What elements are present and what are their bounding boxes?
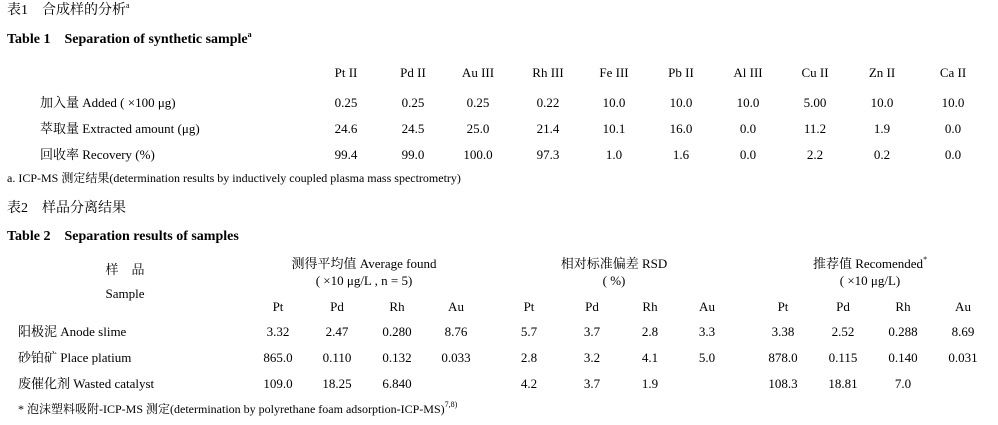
table2-cell: 3.32 [266, 324, 290, 339]
table2-cell: 2.52 [831, 324, 855, 339]
table2-caption-cn: 表2 样品分离结果 [7, 201, 126, 216]
table1-cell: 97.3 [536, 147, 560, 162]
table2-cell: 8.76 [444, 324, 468, 339]
table1-column-header: Pd II [400, 65, 426, 80]
table1-cell: 2.2 [806, 147, 824, 162]
table2-cell: 0.280 [382, 324, 412, 339]
table1-cell: 1.9 [873, 121, 891, 136]
table1-cell: 11.2 [803, 121, 827, 136]
table2-subcolumn-header: Rh [389, 299, 405, 314]
table2-cell: 5.0 [698, 350, 716, 365]
table2-cell: 2.8 [641, 324, 659, 339]
table2-row-label: 砂铂矿 Place platium [18, 350, 132, 365]
table1-cell: 0.0 [739, 147, 757, 162]
table1-cell: 24.6 [334, 121, 358, 136]
table2-cell: 3.38 [771, 324, 795, 339]
table2-group-average-title: 测得平均值 Average found [291, 256, 437, 271]
table2-cell: 0.033 [441, 350, 471, 365]
table1-column-header: Zn II [868, 65, 896, 80]
table2-cell: 0.031 [948, 350, 978, 365]
table2-group-average-unit: ( ×10 μg/L , n = 5) [315, 273, 413, 288]
table2-subcolumn-header: Pd [836, 299, 850, 314]
table2-subcolumn-header: Rh [642, 299, 658, 314]
table2-subcolumn-header: Pd [330, 299, 344, 314]
table2-cell: 108.3 [768, 376, 798, 391]
table2-group-recommended-title [813, 256, 927, 272]
table1-cell: 10.1 [602, 121, 626, 136]
table2-cell: 2.8 [520, 350, 538, 365]
table1-cell: 10.0 [941, 95, 965, 110]
table2-cell: 2.47 [325, 324, 349, 339]
table1-cell: 100.0 [463, 147, 493, 162]
table1-caption-cn-sup: a [126, 1, 130, 10]
table2-subcolumn-header: Au [699, 299, 715, 314]
table2-group-rsd-title: 相对标准偏差 RSD [560, 256, 668, 271]
table2-cell: 878.0 [768, 350, 798, 365]
table2-cell: 3.7 [583, 324, 601, 339]
table2-group-recommended-text: 推荐值 Recomended [812, 256, 924, 271]
table1-column-header: Rh III [532, 65, 564, 80]
table2-cell: 865.0 [263, 350, 293, 365]
table1-caption-en-text: Table 1 Separation of synthetic sample [7, 32, 248, 47]
table2-subcolumn-header: Pt [777, 299, 789, 314]
table2-row-label: 废催化剂 Wasted catalyst [18, 376, 155, 391]
table2-footnote-sup: 7,8) [444, 400, 458, 409]
table1-cell: 0.25 [401, 95, 425, 110]
table1-cell: 25.0 [466, 121, 490, 136]
table1-cell: 24.5 [401, 121, 425, 136]
table1-caption-en [7, 30, 252, 47]
table2-subcolumn-header: Pt [523, 299, 535, 314]
table2-cell: 0.132 [382, 350, 412, 365]
table2-row-label: 阳极泥 Anode slime [18, 324, 127, 339]
table2-subcolumn-header: Au [955, 299, 971, 314]
table1-cell: 5.00 [803, 95, 827, 110]
table1-cell: 10.0 [736, 95, 760, 110]
table1-column-header: Cu II [801, 65, 829, 80]
table2-subcolumn-header: Rh [895, 299, 911, 314]
table1-cell: 1.6 [672, 147, 690, 162]
table2-group-rsd-unit: ( %) [602, 273, 626, 288]
table1-cell: 0.0 [739, 121, 757, 136]
table1-cell: 0.25 [466, 95, 490, 110]
table2-cell: 3.2 [583, 350, 601, 365]
table2-caption-en: Table 2 Separation results of samples [7, 229, 239, 244]
table1-caption-en-sup: a [247, 30, 252, 39]
table1-cell: 0.22 [536, 95, 560, 110]
table1-cell: 99.0 [401, 147, 425, 162]
table2-footnote-text: * 泡沫塑料吸附-ICP-MS 测定(determination by polyrethane foam adsorption-ICP-MS) [18, 402, 445, 416]
table1-column-header: Au III [461, 65, 495, 80]
table2-cell: 3.7 [583, 376, 601, 391]
table2-cell: 1.9 [641, 376, 659, 391]
table2-cell: 0.110 [322, 350, 352, 365]
table2-cell: 18.25 [322, 376, 352, 391]
table2-cell: 0.115 [828, 350, 858, 365]
table1-cell: 16.0 [669, 121, 693, 136]
table2-footnote [18, 400, 458, 416]
table1-column-header: Pb II [668, 65, 694, 80]
table1-cell: 0.0 [944, 121, 962, 136]
table1-footnote: a. ICP-MS 测定结果(determination results by inductively coupled plasma mass spectrometry) [7, 171, 461, 185]
table2-cell: 3.3 [698, 324, 716, 339]
table2-subcolumn-header: Au [448, 299, 464, 314]
table2-cell: 4.1 [641, 350, 659, 365]
table1-cell: 0.25 [334, 95, 358, 110]
table2-group-recommended-sup: * [923, 255, 928, 264]
table1-caption-cn [7, 1, 130, 18]
table1-row-label: 加入量 Added ( ×100 μg) [40, 95, 176, 110]
table1-column-header: Al III [733, 65, 763, 80]
table1-cell: 0.2 [873, 147, 891, 162]
table2-cell: 6.840 [382, 376, 412, 391]
table2-cell: 0.140 [888, 350, 918, 365]
table1-column-header: Pt II [334, 65, 358, 80]
table2-subcolumn-header: Pd [585, 299, 599, 314]
table1-caption-cn-text: 表1 合成样的分析 [7, 3, 126, 18]
table1-column-header: Fe III [599, 65, 629, 80]
table1-cell: 21.4 [536, 121, 560, 136]
table2-sample-header-en: Sample [105, 286, 145, 301]
table1-cell: 10.0 [602, 95, 626, 110]
table1-cell: 10.0 [669, 95, 693, 110]
table2-cell: 5.7 [520, 324, 538, 339]
table2-subcolumn-header: Pt [272, 299, 284, 314]
table2-cell: 7.0 [894, 376, 912, 391]
table1-cell: 1.0 [605, 147, 623, 162]
table1-cell: 99.4 [334, 147, 358, 162]
table2-cell: 18.81 [828, 376, 858, 391]
table1-row-label: 回收率 Recovery (%) [40, 147, 155, 162]
table2-sample-header-cn: 样 品 [105, 262, 145, 277]
table1-column-header: Ca II [939, 65, 967, 80]
table1-cell: 10.0 [870, 95, 894, 110]
table2-cell: 109.0 [263, 376, 293, 391]
table2-cell: 4.2 [520, 376, 538, 391]
table2-group-recommended-unit: ( ×10 μg/L) [839, 273, 901, 288]
table1-cell: 0.0 [944, 147, 962, 162]
table2-cell: 0.288 [888, 324, 918, 339]
table1-row-label: 萃取量 Extracted amount (μg) [40, 121, 200, 136]
table2-cell: 8.69 [951, 324, 975, 339]
